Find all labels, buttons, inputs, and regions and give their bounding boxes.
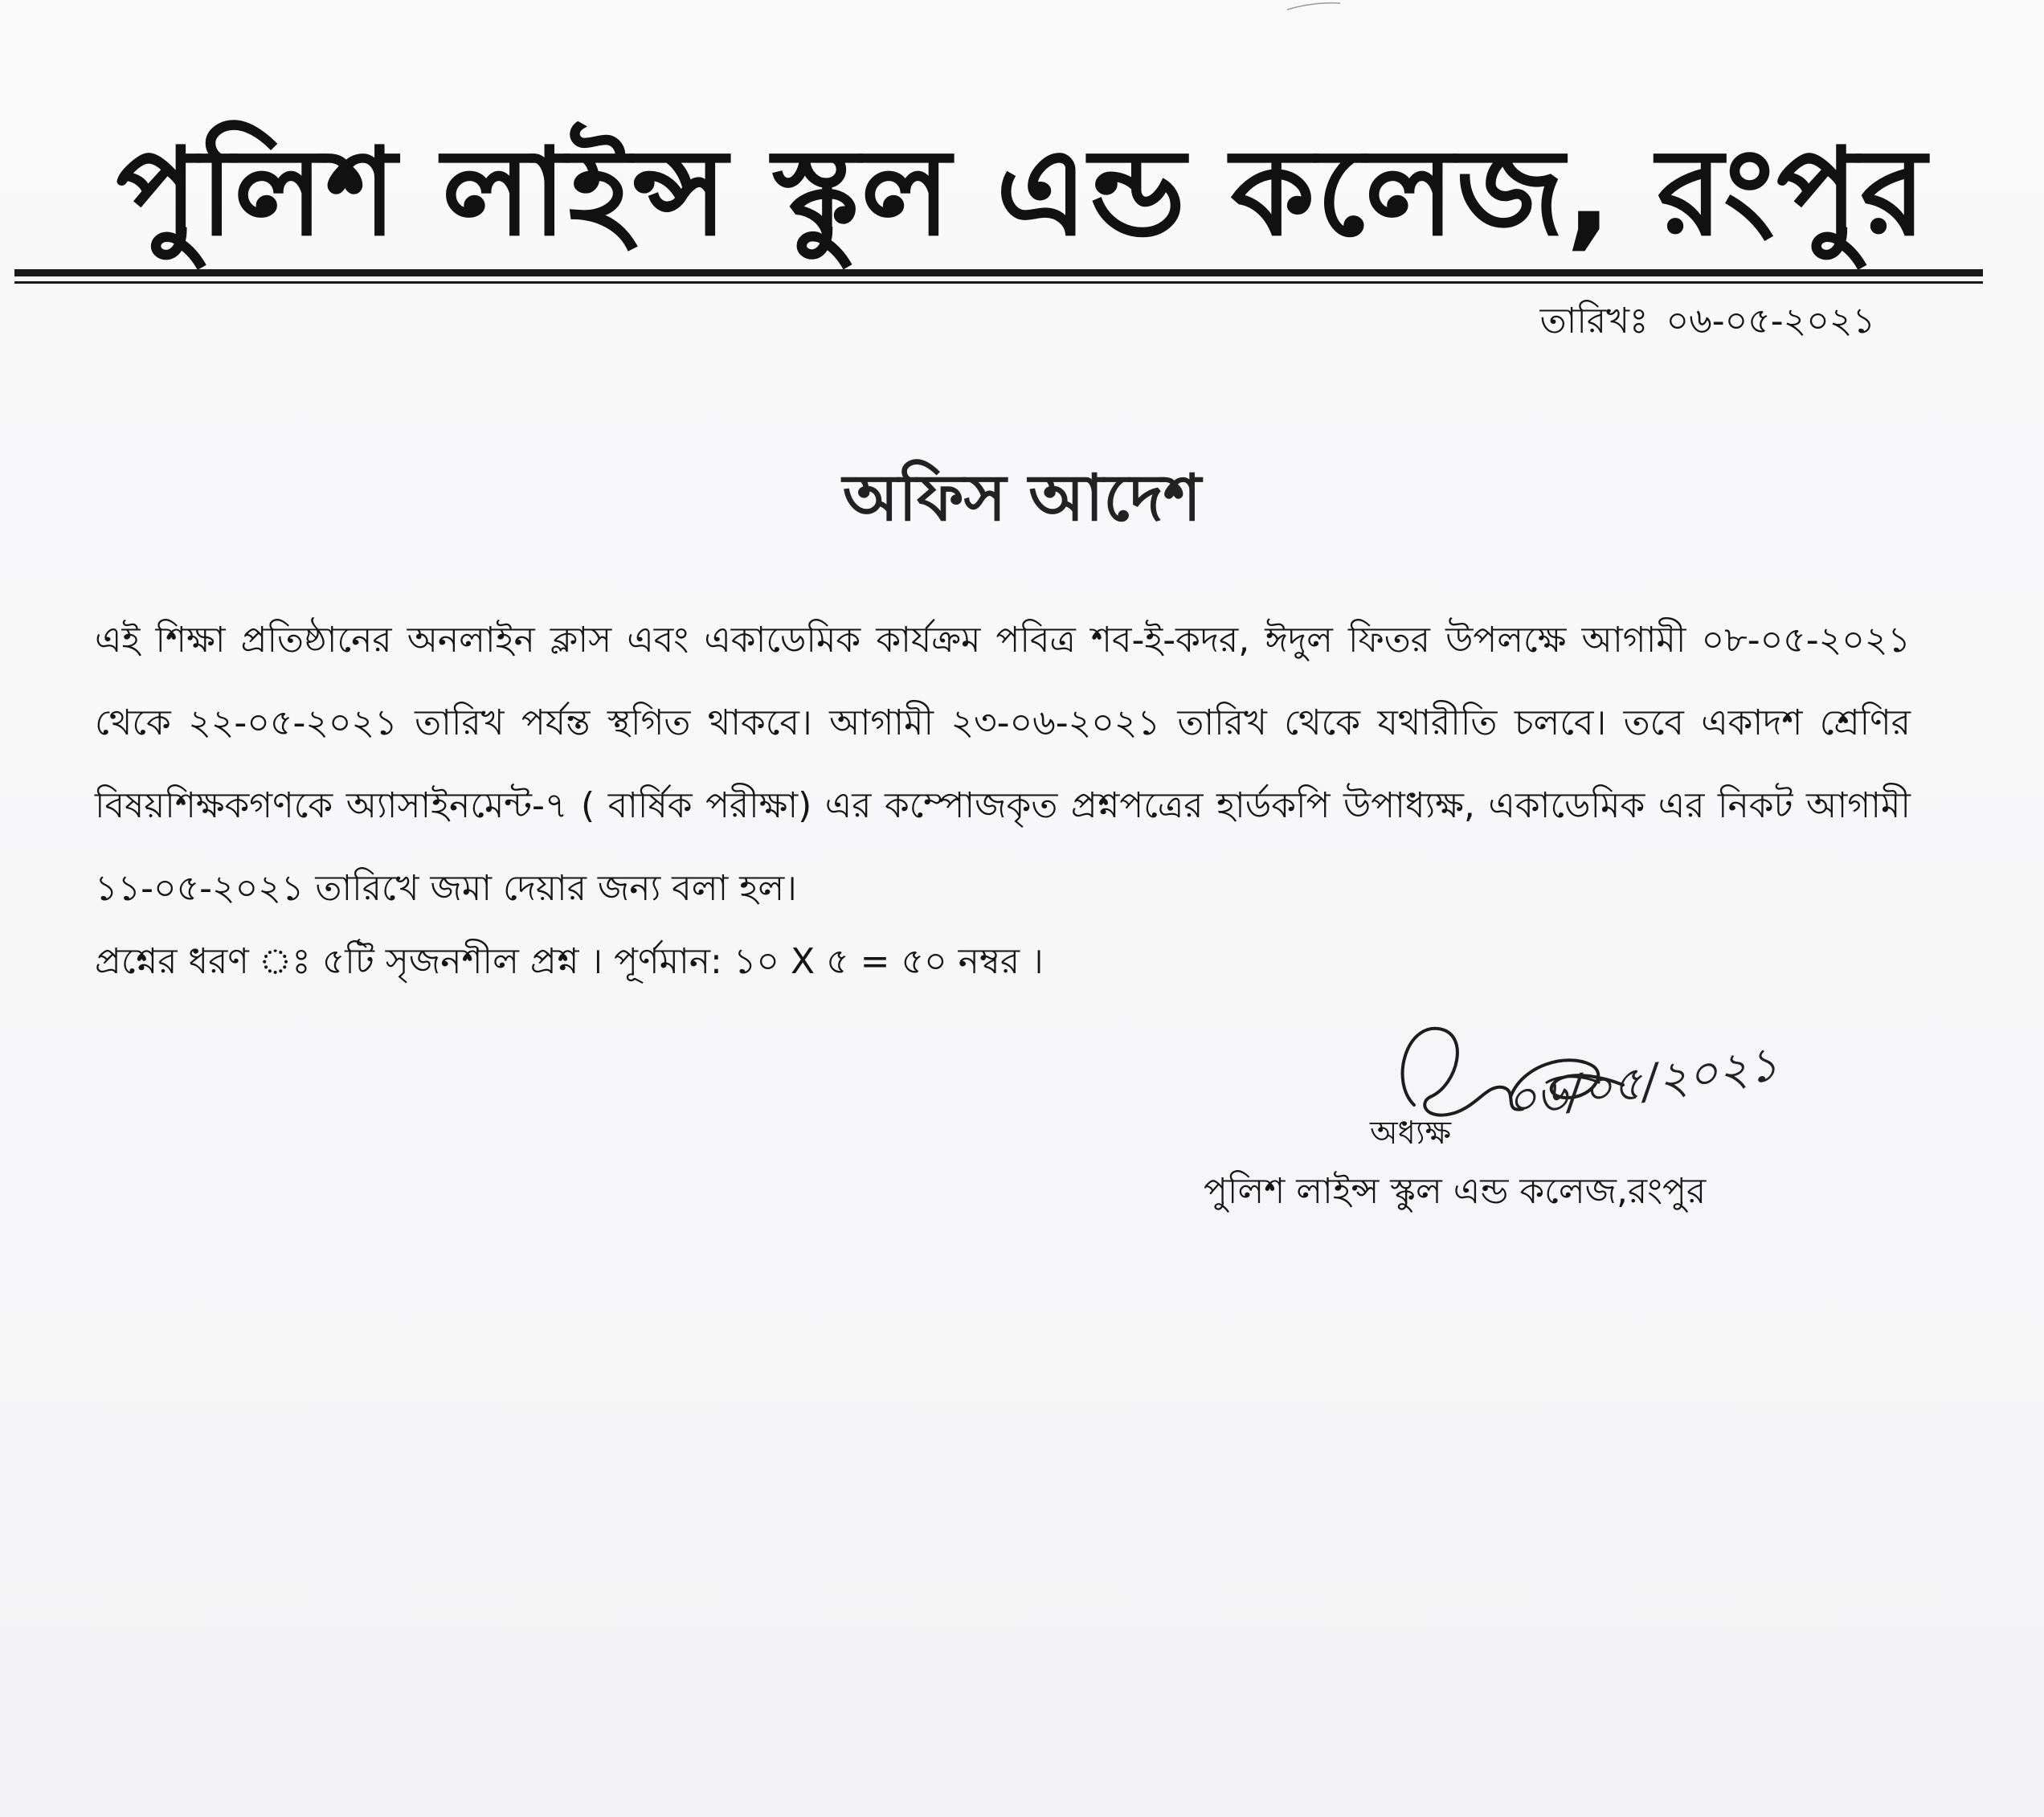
date-label: তারিখঃ bbox=[1539, 301, 1649, 342]
institution-header-title: পুলিশ লাইন্স স্কুল এন্ড কলেজ, রংপুর bbox=[116, 123, 1928, 263]
signatory-institution: পুলিশ লাইন্স স্কুল এন্ড কলেজ,রংপুর bbox=[1204, 1171, 1707, 1212]
header-rule-thick bbox=[14, 269, 1983, 276]
signatory-title: অধ্যক্ষ bbox=[1370, 1115, 1452, 1152]
header-rule-thin bbox=[14, 281, 1983, 284]
office-order-heading: অফিস আদেশ bbox=[842, 460, 1202, 535]
scan-artifact-mark bbox=[1286, 0, 1342, 11]
date-value: ০৬-০৫-২০২১ bbox=[1666, 301, 1875, 342]
date-line bbox=[1540, 297, 1875, 346]
order-body-paragraph: এই শিক্ষা প্রতিষ্ঠানের অনলাইন ক্লাস এবং একাডেমিক কার্যক্রম পবিত্র শব-ই-কদর, ঈদুল ফিতর উপলক্ষে আগামী ০৮-০৫-২০২১ থেকে ২২-০৫-২০২১ তারিখ পর্যন্ত স্থগিত থাকবে। আগামী ২৩-০৬-২০২১ তারিখ থেকে যথারীতি চলবে। তবে একাদশ শ্রেণির বিষয়শিক্ষকগণকে অ্যাসাইনমেন্ট-৭ ( বার্ষিক পরীক্ষা) এর কম্পোজকৃত প্রশ্নপত্রের হার্ডকপি উপাধ্যক্ষ, একাডেমিক এর নিকট আগামী ১১-০৫-২০২১ তারিখে জমা দেয়ার জন্য বলা হল। bbox=[95, 620, 1911, 909]
handwritten-sign-date: ০৬/০৫/২০২১ bbox=[1502, 1036, 1782, 1129]
question-format-line: প্রশ্নের ধরণ ঃ ৫টি সৃজনশীল প্রশ্ন । পূর্ণমান: ১০ X ৫ = ৫০ নম্বর । bbox=[95, 941, 1044, 982]
